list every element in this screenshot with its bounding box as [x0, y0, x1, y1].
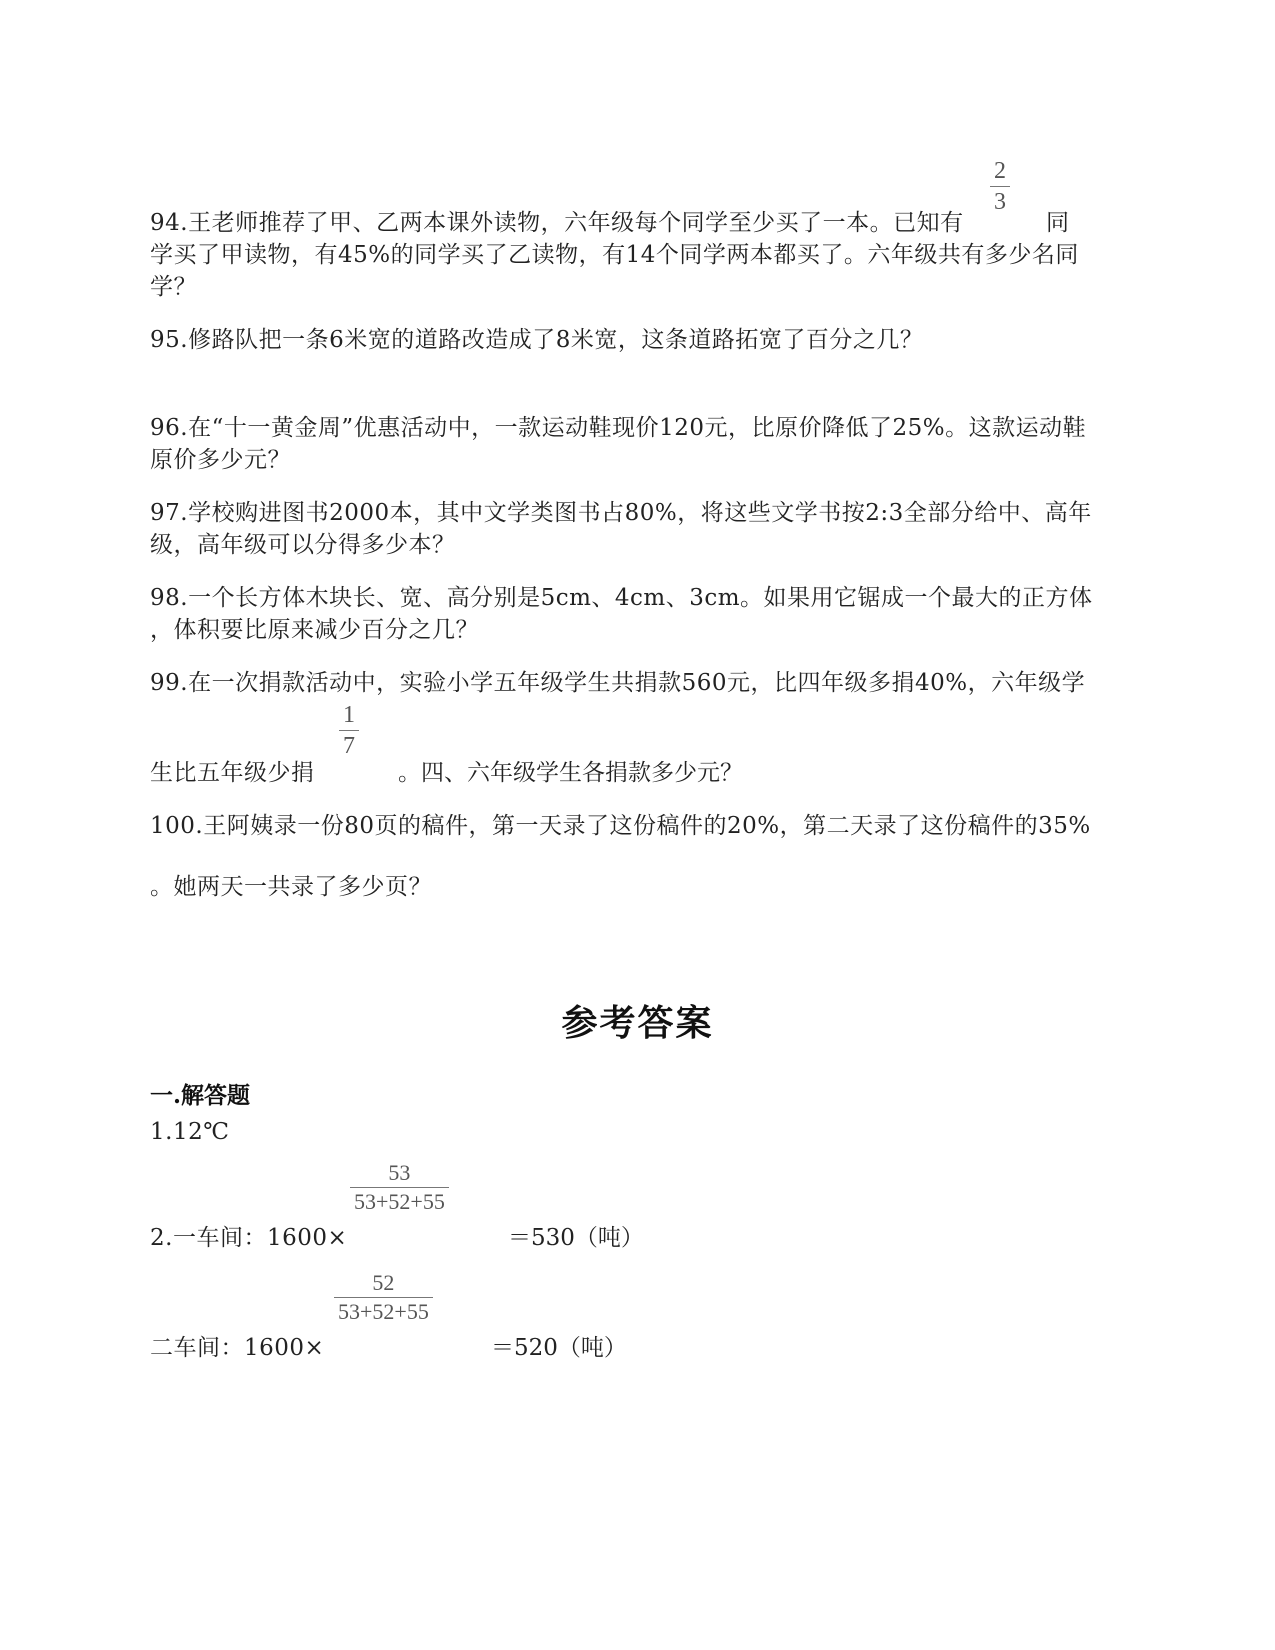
q94-fraction-denominator: 3	[994, 189, 1006, 215]
q99-line2-text: 生比五年级少捐	[150, 760, 315, 786]
q100-line2: 。她两天一共录了多少页？	[150, 874, 432, 900]
answer-2b-fraction-numerator: 52	[372, 1270, 395, 1295]
answer-2-prefix: 2.一车间：1600×	[150, 1225, 348, 1251]
q99-fraction-denominator: 7	[343, 733, 355, 759]
q97-line1: 97.学校购进图书2000本，其中文学类图书占80%，将这些文学书按2:3全部分给中、高年	[150, 500, 1092, 526]
fraction-bar	[990, 186, 1010, 187]
q95-line1: 95.修路队把一条6米宽的道路改造成了8米宽，这条道路拓宽了百分之几？	[150, 327, 924, 353]
q94-line2: 学买了甲读物，有45%的同学买了乙读物，有14个同学两本都买了。六年级共有多少名同	[150, 242, 1079, 268]
q99-line1: 99.在一次捐款活动中，实验小学五年级学生共捐款560元，比四年级多捐40%，六年级学	[150, 670, 1086, 696]
q96-line2: 原价多少元？	[150, 447, 291, 473]
answer-2-fraction-numerator: 53	[388, 1160, 411, 1185]
answer-2-fraction	[350, 1161, 449, 1214]
q98-line2: ，体积要比原来减少百分之几？	[150, 617, 479, 643]
answer-2-suffix: ＝530（吨）	[508, 1225, 644, 1251]
q99-line2-tail: 。四、六年级学生各捐款多少元？	[398, 760, 743, 786]
q98-line1: 98.一个长方体木块长、宽、高分别是5cm、4cm、3cm。如果用它锯成一个最大的正方体	[150, 585, 1093, 611]
q94-line3: 学？	[150, 274, 197, 300]
fraction-bar	[350, 1187, 449, 1188]
answer-2b-suffix: ＝520（吨）	[491, 1335, 627, 1361]
answer-2-fraction-denominator: 53+52+55	[354, 1189, 445, 1214]
answer-2b-fraction-denominator: 53+52+55	[338, 1299, 429, 1324]
answer-1: 1.12℃	[150, 1119, 230, 1145]
answer-2b-fraction	[334, 1271, 433, 1324]
fraction-bar	[339, 730, 359, 731]
q96-line1: 96.在“十一黄金周”优惠活动中，一款运动鞋现价120元，比原价降低了25%。这款运动鞋	[150, 415, 1087, 441]
fraction-bar	[334, 1297, 433, 1298]
q94-line1	[150, 208, 964, 238]
q94-fraction	[990, 158, 1010, 215]
q99-line2	[150, 758, 315, 788]
q100-line1: 100.王阿姨录一份80页的稿件，第一天录了这份稿件的20%，第二天录了这份稿件的35%	[150, 813, 1091, 839]
q94-line1-text: 94.王老师推荐了甲、乙两本课外读物，六年级每个同学至少买了一本。已知有	[150, 210, 964, 236]
q97-line2: 级，高年级可以分得多少本？	[150, 532, 456, 558]
q99-fraction	[339, 702, 359, 759]
q94-line1-tail: 同	[1046, 210, 1069, 236]
q99-fraction-numerator: 1	[343, 702, 355, 728]
answers-title: 参考答案	[561, 1002, 714, 1044]
answers-section-heading: 一.解答题	[150, 1082, 251, 1109]
answer-2b-prefix: 二车间：1600×	[150, 1335, 325, 1361]
q94-fraction-numerator: 2	[994, 158, 1006, 184]
